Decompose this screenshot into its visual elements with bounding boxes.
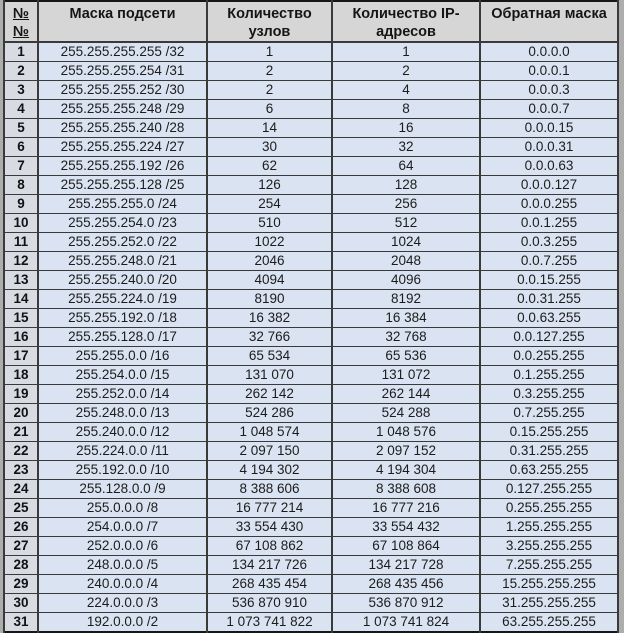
- subnet-mask-cell: 255.240.0.0 /12: [38, 423, 207, 442]
- subnet-mask-cell: 255.255.255.252 /30: [38, 81, 207, 100]
- wildcard-mask-cell: 0.31.255.255: [480, 442, 618, 461]
- ip-count-cell: 65 536: [332, 347, 480, 366]
- host-count-cell: 4094: [207, 271, 332, 290]
- host-count-cell: 62: [207, 157, 332, 176]
- host-count-cell: 131 070: [207, 366, 332, 385]
- table-row: [4, 233, 618, 252]
- subnet-mask-cell: 240.0.0.0 /4: [38, 575, 207, 594]
- subnet-mask-table: [3, 0, 619, 633]
- table-row: [4, 499, 618, 518]
- ip-count-cell: 524 288: [332, 404, 480, 423]
- table-row: [4, 119, 618, 138]
- subnet-mask-cell: 255.255.255.0 /24: [38, 195, 207, 214]
- row-number-cell: 30: [4, 594, 38, 613]
- host-count-cell: 67 108 862: [207, 537, 332, 556]
- host-count-cell: 2046: [207, 252, 332, 271]
- table-row: [4, 309, 618, 328]
- table-row: [4, 442, 618, 461]
- table-row: [4, 461, 618, 480]
- ip-count-cell: 4096: [332, 271, 480, 290]
- row-number-cell: 10: [4, 214, 38, 233]
- wildcard-mask-cell: 0.0.0.1: [480, 62, 618, 81]
- host-count-cell: 4 194 302: [207, 461, 332, 480]
- wildcard-mask-cell: 0.15.255.255: [480, 423, 618, 442]
- subnet-mask-cell: 255.248.0.0 /13: [38, 404, 207, 423]
- header-ip-count: Количество IP-адресов: [332, 1, 480, 42]
- table-row: [4, 556, 618, 575]
- table-row: [4, 62, 618, 81]
- table-row: [4, 214, 618, 233]
- ip-count-cell: 33 554 432: [332, 518, 480, 537]
- host-count-cell: 30: [207, 138, 332, 157]
- host-count-cell: 1: [207, 42, 332, 62]
- ip-count-cell: 4 194 304: [332, 461, 480, 480]
- host-count-cell: 134 217 726: [207, 556, 332, 575]
- host-count-cell: 1022: [207, 233, 332, 252]
- wildcard-mask-cell: 0.0.3.255: [480, 233, 618, 252]
- table-row: [4, 290, 618, 309]
- host-count-cell: 126: [207, 176, 332, 195]
- subnet-mask-cell: 255.255.224.0 /19: [38, 290, 207, 309]
- row-number-cell: 9: [4, 195, 38, 214]
- host-count-cell: 510: [207, 214, 332, 233]
- subnet-mask-cell: 248.0.0.0 /5: [38, 556, 207, 575]
- table-row: [4, 518, 618, 537]
- table-row: [4, 138, 618, 157]
- wildcard-mask-cell: 0.7.255.255: [480, 404, 618, 423]
- subnet-mask-cell: 254.0.0.0 /7: [38, 518, 207, 537]
- row-number-cell: 24: [4, 480, 38, 499]
- host-count-cell: 1 048 574: [207, 423, 332, 442]
- ip-count-cell: 128: [332, 176, 480, 195]
- table-row: [4, 594, 618, 613]
- wildcard-mask-cell: 0.63.255.255: [480, 461, 618, 480]
- row-number-cell: 28: [4, 556, 38, 575]
- row-number-cell: 13: [4, 271, 38, 290]
- subnet-mask-cell: 255.255.255.128 /25: [38, 176, 207, 195]
- row-number-cell: 22: [4, 442, 38, 461]
- wildcard-mask-cell: 0.0.0.0: [480, 42, 618, 62]
- row-number-cell: 5: [4, 119, 38, 138]
- ip-count-cell: 2048: [332, 252, 480, 271]
- table-row: [4, 42, 618, 62]
- table-row: [4, 100, 618, 119]
- wildcard-mask-cell: 15.255.255.255: [480, 575, 618, 594]
- subnet-mask-cell: 252.0.0.0 /6: [38, 537, 207, 556]
- wildcard-mask-cell: 0.127.255.255: [480, 480, 618, 499]
- row-number-cell: 15: [4, 309, 38, 328]
- host-count-cell: 254: [207, 195, 332, 214]
- subnet-mask-cell: 255.224.0.0 /11: [38, 442, 207, 461]
- row-number-cell: 19: [4, 385, 38, 404]
- table-row: [4, 385, 618, 404]
- subnet-mask-cell: 255.255.252.0 /22: [38, 233, 207, 252]
- table-row: [4, 176, 618, 195]
- table-row: [4, 252, 618, 271]
- host-count-cell: 16 382: [207, 309, 332, 328]
- header-number-label: №№: [12, 6, 30, 40]
- host-count-cell: 262 142: [207, 385, 332, 404]
- row-number-cell: 17: [4, 347, 38, 366]
- row-number-cell: 3: [4, 81, 38, 100]
- host-count-cell: 33 554 430: [207, 518, 332, 537]
- subnet-mask-cell: 255.255.128.0 /17: [38, 328, 207, 347]
- subnet-mask-cell: 192.0.0.0 /2: [38, 613, 207, 633]
- ip-count-cell: 1024: [332, 233, 480, 252]
- row-number-cell: 27: [4, 537, 38, 556]
- subnet-mask-cell: 255.255.255.240 /28: [38, 119, 207, 138]
- subnet-mask-cell: 255.0.0.0 /8: [38, 499, 207, 518]
- row-number-cell: 31: [4, 613, 38, 633]
- header-row: [4, 1, 618, 42]
- ip-count-cell: 16: [332, 119, 480, 138]
- wildcard-mask-cell: 0.0.0.127: [480, 176, 618, 195]
- ip-count-cell: 2 097 152: [332, 442, 480, 461]
- wildcard-mask-cell: 0.255.255.255: [480, 499, 618, 518]
- table-body: [4, 42, 618, 632]
- subnet-mask-cell: 255.255.248.0 /21: [38, 252, 207, 271]
- wildcard-mask-cell: 31.255.255.255: [480, 594, 618, 613]
- row-number-cell: 2: [4, 62, 38, 81]
- table-row: [4, 366, 618, 385]
- header-subnet-mask: Маска подсети: [38, 1, 207, 42]
- table-row: [4, 347, 618, 366]
- subnet-mask-cell: 255.128.0.0 /9: [38, 480, 207, 499]
- table-row: [4, 328, 618, 347]
- table-row: [4, 404, 618, 423]
- row-number-cell: 7: [4, 157, 38, 176]
- table-row: [4, 575, 618, 594]
- subnet-mask-cell: 255.252.0.0 /14: [38, 385, 207, 404]
- subnet-mask-cell: 255.255.255.224 /27: [38, 138, 207, 157]
- host-count-cell: 524 286: [207, 404, 332, 423]
- ip-count-cell: 64: [332, 157, 480, 176]
- host-count-cell: 8190: [207, 290, 332, 309]
- wildcard-mask-cell: 0.0.0.63: [480, 157, 618, 176]
- wildcard-mask-cell: 1.255.255.255: [480, 518, 618, 537]
- table-row: [4, 271, 618, 290]
- wildcard-mask-cell: 3.255.255.255: [480, 537, 618, 556]
- ip-count-cell: 268 435 456: [332, 575, 480, 594]
- row-number-cell: 11: [4, 233, 38, 252]
- row-number-cell: 4: [4, 100, 38, 119]
- wildcard-mask-cell: 0.0.0.31: [480, 138, 618, 157]
- subnet-mask-cell: 255.255.255.248 /29: [38, 100, 207, 119]
- wildcard-mask-cell: 0.3.255.255: [480, 385, 618, 404]
- wildcard-mask-cell: 0.0.15.255: [480, 271, 618, 290]
- table-row: [4, 81, 618, 100]
- ip-count-cell: 262 144: [332, 385, 480, 404]
- ip-count-cell: 2: [332, 62, 480, 81]
- ip-count-cell: 512: [332, 214, 480, 233]
- subnet-mask-cell: 255.254.0.0 /15: [38, 366, 207, 385]
- table-row: [4, 423, 618, 442]
- ip-count-cell: 256: [332, 195, 480, 214]
- wildcard-mask-cell: 0.0.255.255: [480, 347, 618, 366]
- subnet-mask-cell: 255.192.0.0 /10: [38, 461, 207, 480]
- ip-count-cell: 8: [332, 100, 480, 119]
- host-count-cell: 65 534: [207, 347, 332, 366]
- ip-count-cell: 1: [332, 42, 480, 62]
- subnet-mask-cell: 255.255.255.192 /26: [38, 157, 207, 176]
- table-row: [4, 480, 618, 499]
- ip-count-cell: 16 384: [332, 309, 480, 328]
- host-count-cell: 2 097 150: [207, 442, 332, 461]
- ip-count-cell: 1 073 741 824: [332, 613, 480, 633]
- subnet-mask-cell: 224.0.0.0 /3: [38, 594, 207, 613]
- row-number-cell: 21: [4, 423, 38, 442]
- row-number-cell: 20: [4, 404, 38, 423]
- row-number-cell: 26: [4, 518, 38, 537]
- wildcard-mask-cell: 0.0.7.255: [480, 252, 618, 271]
- ip-count-cell: 8192: [332, 290, 480, 309]
- row-number-cell: 16: [4, 328, 38, 347]
- wildcard-mask-cell: 0.0.31.255: [480, 290, 618, 309]
- ip-count-cell: 134 217 728: [332, 556, 480, 575]
- table-row: [4, 195, 618, 214]
- row-number-cell: 14: [4, 290, 38, 309]
- ip-count-cell: 32: [332, 138, 480, 157]
- row-number-cell: 12: [4, 252, 38, 271]
- ip-count-cell: 4: [332, 81, 480, 100]
- row-number-cell: 23: [4, 461, 38, 480]
- wildcard-mask-cell: 63.255.255.255: [480, 613, 618, 633]
- wildcard-mask-cell: 0.0.127.255: [480, 328, 618, 347]
- host-count-cell: 2: [207, 81, 332, 100]
- wildcard-mask-cell: 0.1.255.255: [480, 366, 618, 385]
- table-row: [4, 613, 618, 633]
- subnet-mask-cell: 255.255.255.254 /31: [38, 62, 207, 81]
- ip-count-cell: 536 870 912: [332, 594, 480, 613]
- ip-count-cell: 131 072: [332, 366, 480, 385]
- ip-count-cell: 32 768: [332, 328, 480, 347]
- wildcard-mask-cell: 7.255.255.255: [480, 556, 618, 575]
- wildcard-mask-cell: 0.0.0.15: [480, 119, 618, 138]
- row-number-cell: 18: [4, 366, 38, 385]
- wildcard-mask-cell: 0.0.0.3: [480, 81, 618, 100]
- row-number-cell: 25: [4, 499, 38, 518]
- row-number-cell: 29: [4, 575, 38, 594]
- host-count-cell: 8 388 606: [207, 480, 332, 499]
- wildcard-mask-cell: 0.0.0.7: [480, 100, 618, 119]
- ip-count-cell: 1 048 576: [332, 423, 480, 442]
- row-number-cell: 6: [4, 138, 38, 157]
- wildcard-mask-cell: 0.0.1.255: [480, 214, 618, 233]
- host-count-cell: 32 766: [207, 328, 332, 347]
- host-count-cell: 6: [207, 100, 332, 119]
- table-row: [4, 537, 618, 556]
- header-number: [4, 1, 38, 42]
- subnet-mask-cell: 255.255.0.0 /16: [38, 347, 207, 366]
- header-host-count: Количество узлов: [207, 1, 332, 42]
- host-count-cell: 14: [207, 119, 332, 138]
- ip-count-cell: 67 108 864: [332, 537, 480, 556]
- table-row: [4, 157, 618, 176]
- host-count-cell: 16 777 214: [207, 499, 332, 518]
- ip-count-cell: 8 388 608: [332, 480, 480, 499]
- host-count-cell: 1 073 741 822: [207, 613, 332, 633]
- ip-count-cell: 16 777 216: [332, 499, 480, 518]
- wildcard-mask-cell: 0.0.63.255: [480, 309, 618, 328]
- subnet-mask-cell: 255.255.192.0 /18: [38, 309, 207, 328]
- row-number-cell: 8: [4, 176, 38, 195]
- host-count-cell: 536 870 910: [207, 594, 332, 613]
- header-wildcard-mask: Обратная маска: [480, 1, 618, 42]
- wildcard-mask-cell: 0.0.0.255: [480, 195, 618, 214]
- row-number-cell: 1: [4, 42, 38, 62]
- subnet-mask-cell: 255.255.255.255 /32: [38, 42, 207, 62]
- subnet-mask-cell: 255.255.240.0 /20: [38, 271, 207, 290]
- host-count-cell: 268 435 454: [207, 575, 332, 594]
- subnet-mask-cell: 255.255.254.0 /23: [38, 214, 207, 233]
- host-count-cell: 2: [207, 62, 332, 81]
